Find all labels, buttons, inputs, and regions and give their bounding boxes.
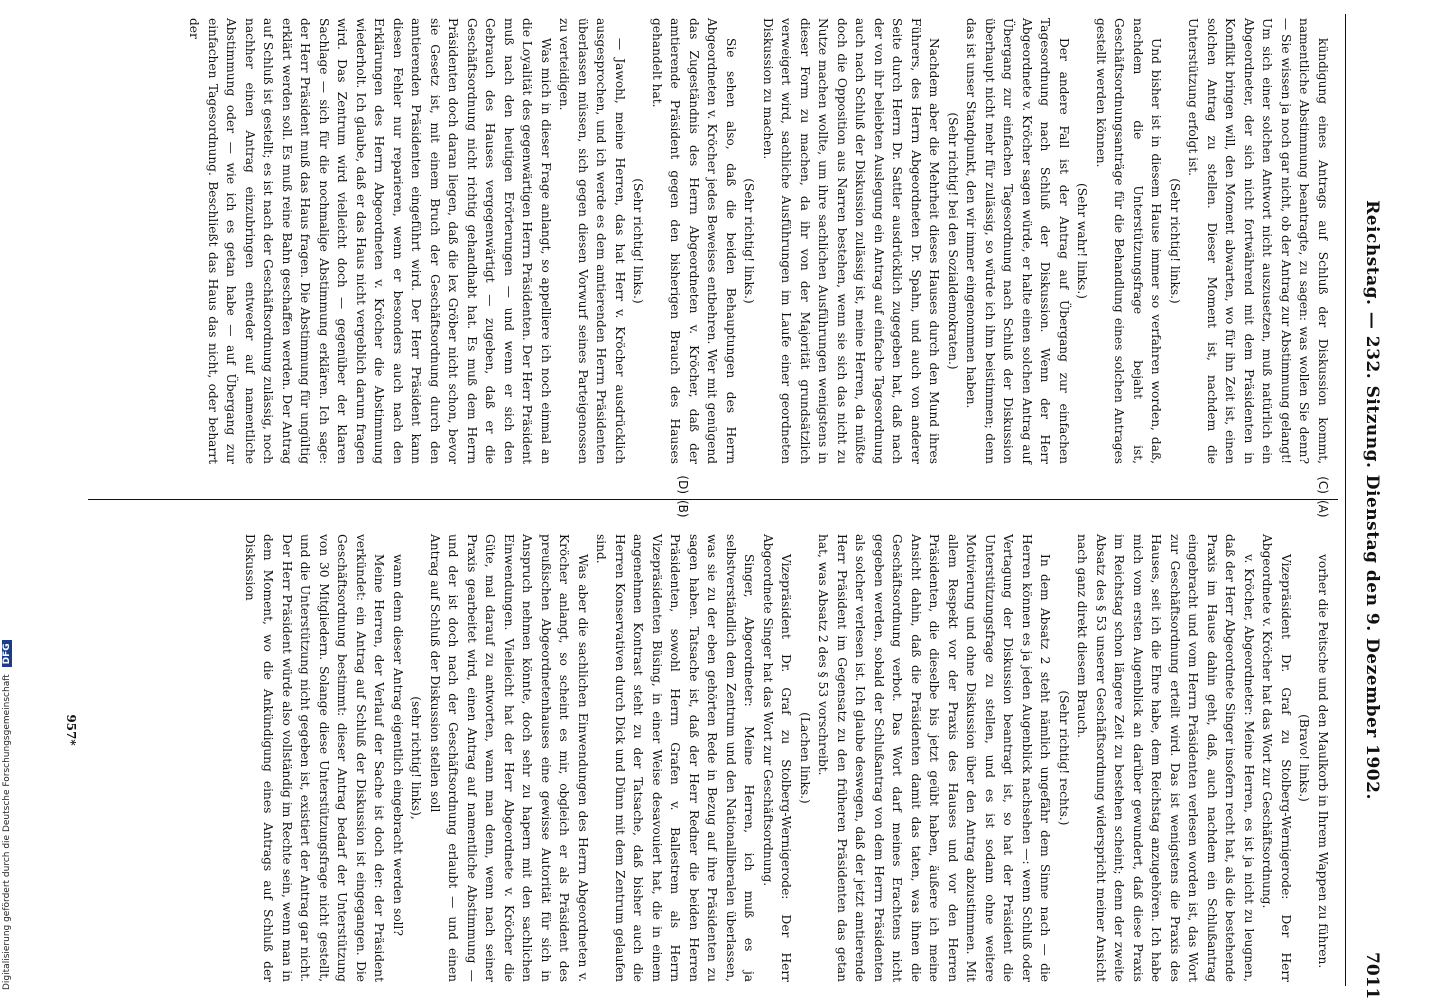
credit-text: Digitalisierung gefördert durch die Deutsche Forschungsgemeinschaft <box>2 674 12 990</box>
interjection: (Sehr richtig! links.) <box>631 178 646 304</box>
interjection: (Sehr richtig! bei den Sozialdemokraten.) <box>946 112 960 370</box>
interjection: (Bravo! links.) <box>1297 714 1312 802</box>
paragraph: Der andere Fall ist der Antrag auf Übergang zur einfachen Tagesordnung nach Schluß der Diskussion. Wenn der Herr Abgeordnete v. Kröcher sagen würde, er halte einen solchen Antrag auf Übergang zur einfachen Tagesordnung nach Schluß der Diskussion überhaupt nicht mehr für zulässig, so würde ich ihm beistimmen; denn das ist unser Standpunkt, den wir immer eingenommen haben. <box>964 18 1071 464</box>
column-right-body <box>185 18 1332 488</box>
interjection: (Sehr richtig! links.) <box>1168 178 1182 304</box>
paragraph: In dem Absatz 2 steht nämlich ungefähr dem Sinne nach — die Herren können es ja jeden Augenblick nachsehen —: wenn Schluß oder Vertagung der Diskussion beantragt ist, so hat der Präsident die Unterstützungsfrage zu stellen, und es ist sodann ohne weitere Motivierung und ohne Diskussion über den Antrag abzustimmen. Mit allem Respekt vor der Praxis des Hauses und vor den Herren Präsidenten, die dieselbe bis jetzt geübt haben, äußere ich meine Ansicht dahin, daß die Präsidenten damit das taten, was ihnen die Geschäftsordnung verbot. Das Wort darf meines Erachtens nicht gegeben werden, sobald der Schlußantrag von dem Herrn Präsidenten als solcher verlesen ist. Ich glaube deswegen, daß der jetzt amtierende Herr Präsident im Gegensatz zu den früheren Präsidenten das getan hat, was Absatz 2 des § 53 vorschreibt. <box>816 534 1053 982</box>
paragraph: Was aber die sachlichen Einwendungen des Herrn Abgeordneten v. Kröcher anlangt, so scheint es mir, obgleich er als Präsident des preußischen Abgeordnetenhauses eine gewisse Autorität für sich in Anspruch nehmen könnte, doch sehr zu hapern mit den sachlichen Einwendungen. Vielleicht hat der Herr Abgeordnete v. Kröcher die Güte, mal darauf zu antworten, wann man denn, wenn nach seiner Praxis gearbeitet wird, einen Antrag auf namentliche Abstimmung — und der ist doch nach der Geschäftsordnung erlaubt — und einen Antrag auf Schluß der Diskussion stellen soll <box>428 534 590 982</box>
interjection: (sehr richtig! links), <box>409 696 424 820</box>
signature-mark: 957* <box>64 714 78 746</box>
page-header <box>1342 0 1382 1000</box>
paragraph: Was mich in dieser Frage anlangt, so appelliere ich noch einmal an die Loyalität des gegenwärtigen Herrn Präsidenten. Der Herr Präsident muß nach den heutigen Erörterungen — und wenn er sich den Gebrauch des Hauses vergegenwärtigt — zugeben, daß er die Geschäftsordnung nicht richtig gehandhabt hat. Es muß dem Herrn Präsidenten doch daran liegen, daß die lex Gröber nicht schon, bevor sie Gesetz ist, mit einem Bruch der Geschäftsordnung durch den amtierenden Präsidenten eingeführt wird. Der Herr Präsident kann diesen Fehler nur reparieren, wenn er besonders auch nach den Erklärungen des Herrn Abgeordneten v. Kröcher die Abstimmung wiederholt. Ich glaube, daß er das Haus nicht vergeblich darum fragen wird. Das Zentrum wird vielleicht doch — gegenüber der klaren Sachlage — sich für die nochmalige Abstimmung erklären. Ich sage: der Herr Präsident muß das Haus fragen. Die Abstimmung für ungültig erklärt werden soll. Es muß reine Bahn geschaffen werden. Der Antrag auf Schluß ist gestellt; es ist nach der Geschäftsordnung zulässig, noch nachher einen Antrag einzubringen entweder auf namentliche Abstimmung oder — wie ich es getan habe — auf Übergang zur einfachen Tagesordnung. Beschließt das Haus das nicht, oder beharrt der <box>187 18 553 464</box>
paragraph: Und bisher ist in diesem Hause immer so verfahren worden, daß, nachdem die Unterstützungsfrage bejaht ist, Geschäftsordnungsanträge für die Behandlung eines solchen Antrages gestellt werden können. <box>1094 18 1164 464</box>
paragraph: Meine Herren, der Verlauf der Sache ist doch der: der Präsident verkündet: ein Antrag auf Schluß der Diskussion ist eingegangen. Die Geschäftsordnung bestimmt: dieser Antrag bedarf der Unterstützung von 30 Mitgliedern. Solange diese Unterstützungsfrage nicht gestellt, und die Unterstützung nicht gegeben ist, existiert der Antrag gar nicht. Der Herr Präsident würde also vollständig im Rechte sein, wenn man in dem Moment, wo die Ankündigung eines Antrags auf Schluß der Diskussion <box>243 534 387 982</box>
marker-b: (B) <box>676 500 690 518</box>
paragraph: vorher die Peitsche und den Maulkorb in Ihrem Wappen zu führen. <box>1316 554 1330 969</box>
dfg-logo: DFG <box>2 640 12 667</box>
paragraph: Vizepräsident Dr. Graf zu Stolberg-Wernigerode: Der Herr Abgeordnete v. Kröcher hat das Wort zur Geschäftsordnung. <box>1260 534 1293 982</box>
page-number: 7011 <box>1362 952 1382 1000</box>
paragraph: kündigung eines Antrags auf Schluß der Diskussion kommt, namentliche Abstimmung beantragte, zu sagen: was wollen Sie denn? — Sie wissen ja noch gar nicht, ob der Antrag zur Abstimmung gelangt! Um sich einer solchen Antwort nicht auszusetzen, muß natürlich ein Abgeordneter, der sich nicht fortwährend mit dem Präsidenten in Konflikt bringen will, den Moment abwarten, wo für ihn Zeit ist, einen solchen Antrag zu stellen. Dieser Moment ist, nachdem die Unterstützung erfolgt ist. <box>1186 18 1330 464</box>
marker-a: (A) <box>1316 500 1330 518</box>
paragraph: wann denn dieser Antrag eigentlich eingebracht werden soll? <box>391 554 405 936</box>
interjection: (Sehr richtig! rechts.) <box>1057 690 1071 826</box>
marker-d: (D) <box>676 475 690 494</box>
column-divider <box>88 499 1338 500</box>
header-rule <box>1345 14 1346 986</box>
paragraph: Nachdem aber die Mehrheit dieses Hauses durch den Mund ihres Führers, des Herrn Abgeordneten Dr. Spahn, und auch von anderer Seite durch Herrn Dr. Sattler ausdrücklich zugegeben hat, daß nach der von ihr beliebten Auslegung ein Antrag auf einfache Tagesordnung auch nach Schluß der Diskussion zulässig ist, meine Herren, da müßte doch die Opposition aus Narren bestehen, wenn sie sich das nicht zu Nutze machen wollte, um ihre sachlichen Ausführungen wenigstens in dieser Form zu machen, da ihr von der Majorität grundsätzlich verweigert wird, sachliche Ausführungen im Laufe einer geordneten Diskussion zu machen. <box>761 18 942 464</box>
interjection: (Sehr richtig! links.) <box>742 178 757 304</box>
column-right <box>92 18 1332 494</box>
digitization-credit <box>2 640 12 990</box>
column-left-body <box>241 512 1333 982</box>
paragraph: v. Kröcher, Abgeordneter: Meine Herren, es ist ja nicht zu leugnen, daß der Herr Abgeordnete Singer insofern recht hat, als die bestehende Praxis im Hause dahin geht, daß, auch nachdem ein Schlußantrag eingebracht und vom Herrn Präsidenten verlesen worden ist, das Wort zur Geschäftsordnung erteilt wird. Das ist wenigstens die Praxis des Hauses, seit ich die Ehre habe, dem Reichstag anzugehören. Ich habe mich vom ersten Augenblick an darüber gewundert, daß diese Praxis im Reichstag schon längere Zeit zu bestehen scheint; denn der zweite Absatz des § 53 unserer Geschäftsordnung widerspricht meiner Ansicht nach ganz direkt diesem Brauch. <box>1075 534 1256 982</box>
marker-c: (C) <box>1316 476 1330 494</box>
interjection: (Sehr wahr! links.) <box>1075 183 1090 299</box>
page-title: Reichstag. — 232. Sitzung. Dienstag den 9. Dezember 1902. <box>1362 200 1382 800</box>
paragraph: Singer, Abgeordneter: Meine Herren, ich muß es ja selbstverständlich dem Zentrum und den Nationalliberalen überlassen, was sie zu der eben gehörten Rede in Bezug auf ihre Präsidenten zu sagen haben. Tatsache ist, daß der Herr Redner die beiden Herren Präsidenten, sowohl Herrn Grafen v. Ballestrem als Herrn Vizepräsidenten Büsing, in einer Weise desavouiert hat, die in einem angenehmen Kontrast steht zu der Tatsache, daß bisher auch die Herren Konservativen durch Dick und Dünn mit dem Zentrum gelaufen sind. <box>594 534 757 982</box>
column-left <box>92 500 1332 982</box>
interjection: (Lachen links.) <box>798 712 812 804</box>
paragraph: — Jawohl, meine Herren, das hat Herr v. Kröcher ausdrücklich ausgesprochen, und ich werde es dem amtierenden Herrn Präsidenten überlassen müssen, sich gegen diesen Vorwurf seines Parteigenossen zu verteidigen. <box>557 18 627 464</box>
paragraph: Vizepräsident Dr. Graf zu Stolberg-Wernigerode: Der Herr Abgeordnete Singer hat das Wort zur Geschäftsordnung. <box>761 534 794 982</box>
paragraph: Sie sehen also, daß die beiden Behauptungen des Herrn Abgeordneten v. Kröcher jedes Beweises entbehren. Wer mit genügend das Zugeständnis des Herrn Abgeordneten v. Kröcher, daß der amtierende Präsident gegen den bisherigen Brauch des Hauses gehandelt hat. <box>650 18 738 464</box>
